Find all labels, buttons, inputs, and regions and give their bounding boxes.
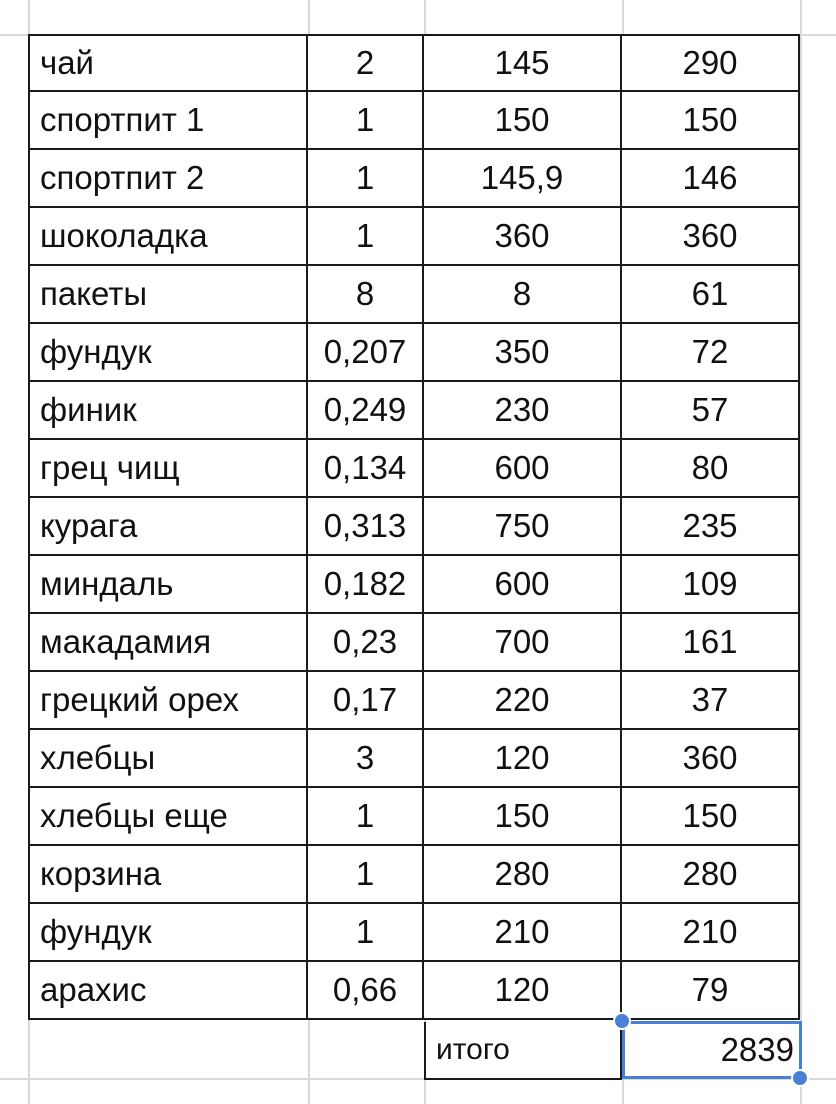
cell-name[interactable]: шоколадка [28,208,308,266]
cell-name[interactable]: макадамия [28,614,308,672]
cell-price[interactable]: 600 [424,440,622,498]
selection-handle-top[interactable] [613,1012,631,1030]
cell-name[interactable]: хлебцы [28,730,308,788]
cell-sum[interactable]: 79 [622,962,800,1020]
cell-qty[interactable]: 1 [308,904,424,962]
cell-qty[interactable]: 2 [308,34,424,92]
cell-price[interactable]: 360 [424,208,622,266]
cell-qty[interactable]: 1 [308,92,424,150]
cell-sum[interactable]: 360 [622,208,800,266]
cell-name[interactable]: фундук [28,904,308,962]
total-label[interactable]: итого [424,1022,622,1080]
cell-sum[interactable]: 37 [622,672,800,730]
cell-price[interactable]: 350 [424,324,622,382]
cell-name[interactable]: спортпит 1 [28,92,308,150]
cell-price[interactable]: 150 [424,92,622,150]
cell-qty[interactable]: 0,17 [308,672,424,730]
cell-name[interactable]: грец чищ [28,440,308,498]
cell-name[interactable]: спортпит 2 [28,150,308,208]
cell-sum[interactable]: 80 [622,440,800,498]
cell-name[interactable]: финик [28,382,308,440]
cell-qty[interactable]: 0,66 [308,962,424,1020]
cell-sum[interactable]: 150 [622,788,800,846]
cell-qty[interactable]: 1 [308,208,424,266]
cell-sum[interactable]: 109 [622,556,800,614]
cell-price[interactable]: 750 [424,498,622,556]
cell-sum[interactable]: 210 [622,904,800,962]
cell-price[interactable]: 8 [424,266,622,324]
cell-price[interactable]: 150 [424,788,622,846]
cell-qty[interactable]: 8 [308,266,424,324]
cell-name[interactable]: курага [28,498,308,556]
cell-sum[interactable]: 235 [622,498,800,556]
cell-price[interactable]: 120 [424,730,622,788]
cell-sum[interactable]: 150 [622,92,800,150]
cell-qty[interactable]: 1 [308,788,424,846]
cell-qty[interactable]: 0,313 [308,498,424,556]
cell-sum[interactable]: 280 [622,846,800,904]
cell-sum[interactable]: 57 [622,382,800,440]
cell-sum[interactable]: 360 [622,730,800,788]
cell-qty[interactable]: 1 [308,150,424,208]
cell-qty[interactable]: 3 [308,730,424,788]
cell-name[interactable]: хлебцы еще [28,788,308,846]
grid-line [0,1078,836,1080]
cell-price[interactable]: 220 [424,672,622,730]
cell-sum[interactable]: 290 [622,34,800,92]
cell-qty[interactable]: 0,249 [308,382,424,440]
cell-qty[interactable]: 1 [308,846,424,904]
cell-name[interactable]: миндаль [28,556,308,614]
cell-name[interactable]: пакеты [28,266,308,324]
cell-name[interactable]: фундук [28,324,308,382]
cell-price[interactable]: 210 [424,904,622,962]
cell-name[interactable]: чай [28,34,308,92]
cell-price[interactable]: 230 [424,382,622,440]
cell-name[interactable]: корзина [28,846,308,904]
cell-price[interactable]: 280 [424,846,622,904]
total-value[interactable]: 2839 [622,1022,800,1078]
cell-price[interactable]: 145,9 [424,150,622,208]
cell-sum[interactable]: 61 [622,266,800,324]
selection-handle-bottom[interactable] [791,1069,809,1087]
cell-qty[interactable]: 0,207 [308,324,424,382]
cell-sum[interactable]: 146 [622,150,800,208]
cell-qty[interactable]: 0,23 [308,614,424,672]
cell-qty[interactable]: 0,134 [308,440,424,498]
grid-line [800,0,802,1104]
cell-price[interactable]: 600 [424,556,622,614]
cell-name[interactable]: арахис [28,962,308,1020]
cell-name[interactable]: грецкий орех [28,672,308,730]
cell-price[interactable]: 120 [424,962,622,1020]
cell-sum[interactable]: 72 [622,324,800,382]
cell-qty[interactable]: 0,182 [308,556,424,614]
cell-price[interactable]: 700 [424,614,622,672]
cell-price[interactable]: 145 [424,34,622,92]
cell-sum[interactable]: 161 [622,614,800,672]
